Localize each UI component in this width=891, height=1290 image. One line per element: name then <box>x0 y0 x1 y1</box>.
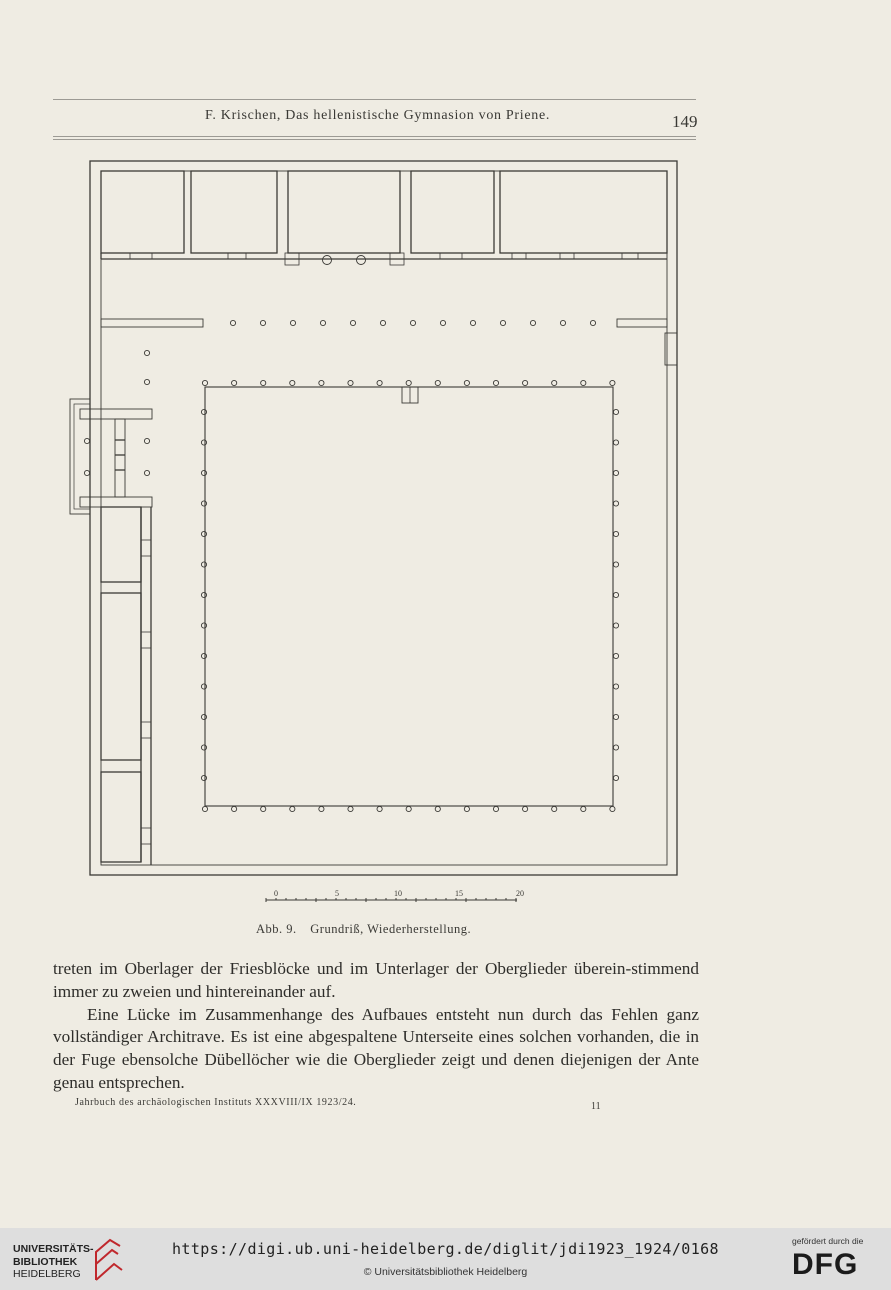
floor-plan-walls <box>70 161 677 875</box>
colonnade-column <box>590 320 595 325</box>
floor-plan-columns <box>84 256 618 812</box>
peristyle-column <box>581 806 586 811</box>
peristyle-column <box>319 380 324 385</box>
colonnade-column <box>440 320 445 325</box>
peristyle-column <box>348 380 353 385</box>
peristyle-column <box>613 745 618 750</box>
funded-by-label: gefördert durch die <box>792 1236 864 1246</box>
scale-label: 15 <box>455 889 463 898</box>
colonnade-column <box>560 320 565 325</box>
figure-caption-text: Grundriß, Wiederherstellung. <box>310 922 472 936</box>
peristyle-column <box>261 380 266 385</box>
peristyle-column <box>435 380 440 385</box>
colonnade-column <box>144 470 149 475</box>
peristyle-column <box>523 380 528 385</box>
scale-bar <box>266 898 517 902</box>
peristyle-column <box>319 806 324 811</box>
peristyle-column <box>610 380 615 385</box>
colonnade-column <box>380 320 385 325</box>
peristyle-column <box>201 653 206 658</box>
viewer-footer <box>0 1228 891 1290</box>
peristyle-column <box>610 806 615 811</box>
peristyle-column <box>201 409 206 414</box>
colonnade-column <box>144 438 149 443</box>
peristyle-column <box>464 806 469 811</box>
figure-caption <box>256 922 471 937</box>
colonnade-column <box>350 320 355 325</box>
peristyle-column <box>202 380 207 385</box>
peristyle-column <box>613 531 618 536</box>
scale-labels <box>274 889 524 898</box>
entrance-column <box>84 470 89 475</box>
peristyle-column <box>406 380 411 385</box>
peristyle-column <box>201 592 206 597</box>
logo-line-1: UNIVERSITÄTS- <box>13 1243 94 1255</box>
colonnade-column <box>530 320 535 325</box>
peristyle-column <box>202 806 207 811</box>
page-number: 149 <box>672 112 698 131</box>
entrance-column <box>357 256 366 265</box>
peristyle-column <box>613 684 618 689</box>
peristyle-column <box>348 806 353 811</box>
colonnade-column <box>260 320 265 325</box>
permalink-url[interactable]: https://digi.ub.uni-heidelberg.de/diglit/jdi1923_1924/0168 <box>172 1240 719 1258</box>
peristyle-column <box>290 806 295 811</box>
peristyle-column <box>493 380 498 385</box>
colonnade-column <box>410 320 415 325</box>
peristyle-column <box>290 380 295 385</box>
logo-line-2: BIBLIOTHEK <box>13 1255 78 1268</box>
peristyle-column <box>613 562 618 567</box>
peristyle-column <box>201 745 206 750</box>
peristyle-column <box>232 806 237 811</box>
peristyle-column <box>613 592 618 597</box>
colonnade-column <box>320 320 325 325</box>
peristyle-column <box>613 714 618 719</box>
colonnade-column <box>230 320 235 325</box>
peristyle-column <box>552 380 557 385</box>
colonnade-column <box>144 350 149 355</box>
peristyle-column <box>552 806 557 811</box>
logo-line-3: HEIDELBERG <box>13 1268 81 1280</box>
sheet-signature: 11 <box>591 1101 601 1112</box>
colonnade-column <box>290 320 295 325</box>
scale-label: 20 <box>516 889 524 898</box>
peristyle-column <box>201 440 206 445</box>
peristyle-column <box>613 409 618 414</box>
peristyle-column <box>201 531 206 536</box>
colonnade-column <box>470 320 475 325</box>
colonnade-column <box>500 320 505 325</box>
journal-footnote: Jahrbuch des archäologischen Instituts XXXVIII/IX 1923/24. <box>75 1097 357 1108</box>
peristyle-column <box>435 806 440 811</box>
peristyle-column <box>232 380 237 385</box>
copyright-notice: © Universitätsbibliothek Heidelberg <box>363 1266 528 1278</box>
peristyle-column <box>201 470 206 475</box>
entrance-column <box>323 256 332 265</box>
peristyle-column <box>261 806 266 811</box>
peristyle-column <box>581 380 586 385</box>
paragraph-1: treten im Oberlager der Friesblöcke und im Unterlager der Oberglieder überein-stimmend immer zu zweien und hintereinander auf. <box>53 959 699 1001</box>
dfg-logo[interactable]: DFG <box>792 1248 859 1281</box>
peristyle-column <box>377 380 382 385</box>
peristyle-column <box>201 501 206 506</box>
peristyle-column <box>493 806 498 811</box>
figure-label: Abb. 9. <box>256 922 297 936</box>
peristyle-column <box>613 440 618 445</box>
peristyle-column <box>613 501 618 506</box>
body-text <box>53 958 699 1095</box>
peristyle-column <box>613 653 618 658</box>
scale-label: 5 <box>335 889 339 898</box>
entrance-column <box>84 438 89 443</box>
peristyle-column <box>464 380 469 385</box>
peristyle-column <box>201 714 206 719</box>
running-title: F. Krischen, Das hellenistische Gymnasion von Priene. <box>205 108 551 123</box>
scale-label: 0 <box>274 889 278 898</box>
scale-label: 10 <box>394 889 402 898</box>
colonnade-column <box>144 379 149 384</box>
paragraph-2: Eine Lücke im Zusammenhange des Aufbaues entsteht nun durch das Fehlen ganz vollständiger Architrave. Es ist eine abgespaltene Unterseite eines solchen vorhanden, die in der Fuge ebensolche Dübellöcher wie die Oberglieder zeigt und denen diejenigen der Ante genau entsprechen. <box>53 1004 699 1092</box>
peristyle-column <box>201 562 206 567</box>
peristyle-column <box>523 806 528 811</box>
peristyle-column <box>201 684 206 689</box>
peristyle-column <box>377 806 382 811</box>
peristyle-column <box>613 775 618 780</box>
peristyle-column <box>613 623 618 628</box>
peristyle-column <box>406 806 411 811</box>
peristyle-column <box>613 470 618 475</box>
peristyle-column <box>201 623 206 628</box>
peristyle-column <box>201 775 206 780</box>
